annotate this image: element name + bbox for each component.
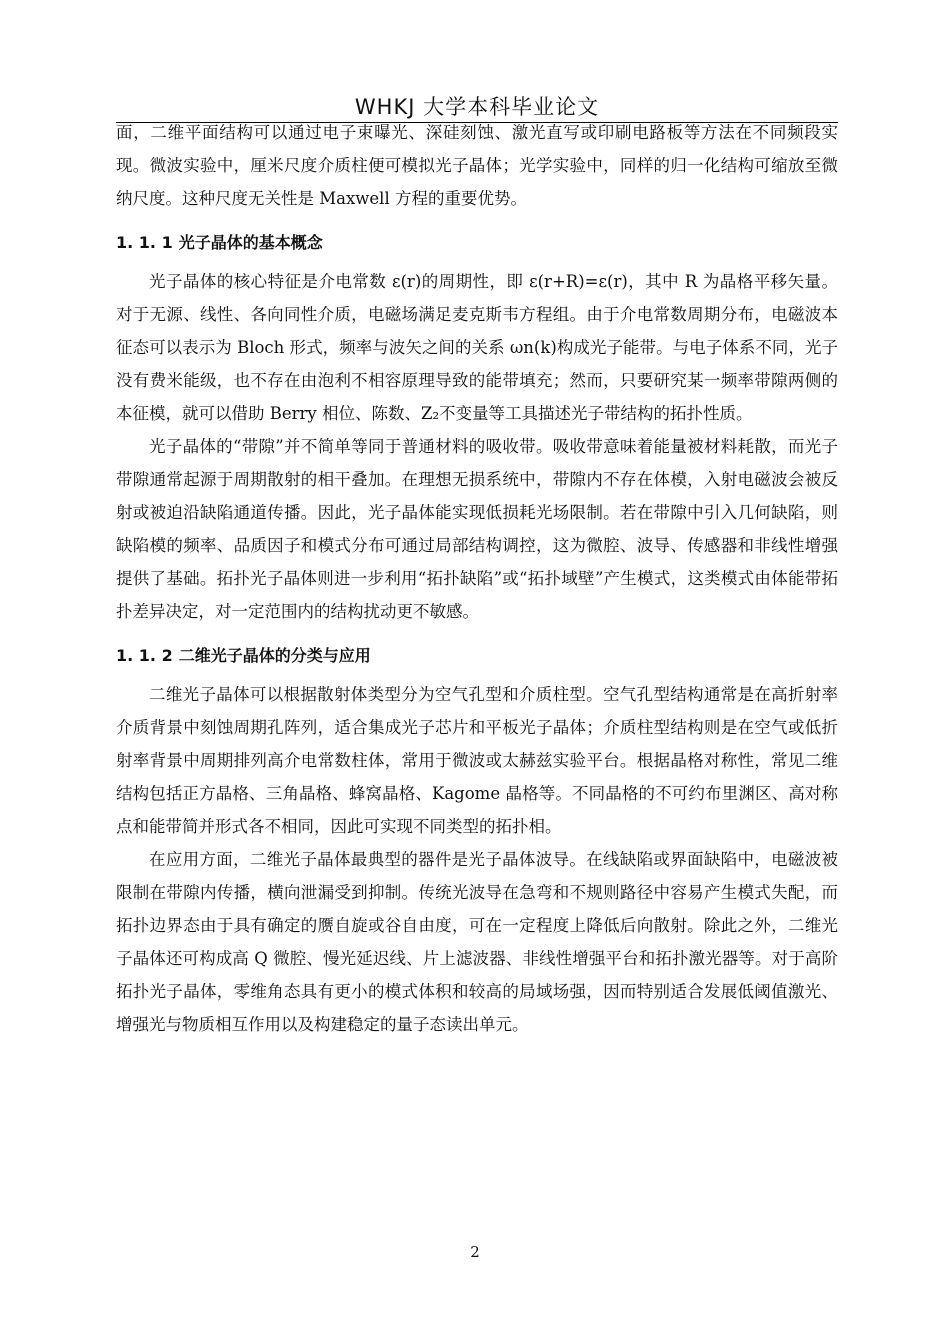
section-title: 二维光子晶体的分类与应用	[178, 646, 371, 665]
intro-paragraph: 面，二维平面结构可以通过电子束曝光、深硅刻蚀、激光直写或印刷电路板等方法在不同频段实现。微波实验中，厘米尺度介质柱便可模拟光子晶体；光学实验中，同样的归一化结构可缩放至微纳尺度。这种尺度无关性是 Maxwell 方程的重要优势。	[116, 123, 838, 208]
section-heading-1-1-1	[116, 229, 838, 257]
section-title: 光子晶体的基本概念	[178, 233, 323, 252]
paragraph: 光子晶体的“带隙”并不简单等同于普通材料的吸收带。吸收带意味着能量被材料耗散，而光子带隙通常起源于周期散射的相干叠加。在理想无损系统中，带隙内不存在体模，入射电磁波会被反射或被迫沿缺陷通道传播。因此，光子晶体能实现低损耗光场限制。若在带隙中引入几何缺陷，则缺陷模的频率、品质因子和模式分布可通过局部结构调控，这为微腔、波导、传感器和非线性增强提供了基础。拓扑光子晶体则进一步利用“拓扑缺陷”或“拓扑域壁”产生模式，这类模式由体能带拓扑差异决定，对一定范围内的结构扰动更不敏感。	[116, 437, 838, 621]
paragraph: 在应用方面，二维光子晶体最典型的器件是光子晶体波导。在线缺陷或界面缺陷中，电磁波被限制在带隙内传播，横向泄漏受到抑制。传统光波导在急弯和不规则路径中容易产生模式失配，而拓扑边界态由于具有确定的赝自旋或谷自由度，可在一定程度上降低后向散射。除此之外，二维光子晶体还可构成高 Q 微腔、慢光延迟线、片上滤波器、非线性增强平台和拓扑激光器等。对于高阶拓扑光子晶体，零维角态具有更小的模式体积和较高的局域场强，因而特别适合发展低阈值激光、增强光与物质相互作用以及构建稳定的量子态读出单元。	[116, 850, 838, 1034]
page-number: 2	[470, 1243, 480, 1261]
paragraph: 光子晶体的核心特征是介电常数 ε(r)的周期性，即 ε(r+R)=ε(r)，其中 R 为晶格平移矢量。对于无源、线性、各向同性介质，电磁场满足麦克斯韦方程组。由于介电常数周期分布，电磁波本征态可以表示为 Bloch 形式，频率与波矢之间的关系 ωn(k)构成光子能带。与电子体系不同，光子没有费米能级，也不存在由泡利不相容原理导致的能带填充；然而，只要研究某一频率带隙两侧的本征模，就可以借助 Berry 相位、陈数、Z₂不变量等工具描述光子带结构的拓扑性质。	[116, 272, 838, 423]
section-number: 1. 1. 2	[116, 646, 173, 665]
page-body	[116, 116, 838, 1041]
paragraph: 二维光子晶体可以根据散射体类型分为空气孔型和介质柱型。空气孔型结构通常是在高折射率介质背景中刻蚀周期孔阵列，适合集成光子芯片和平板光子晶体；介质柱型结构则是在空气或低折射率背景中周期排列高介电常数柱体，常用于微波或太赫兹实验平台。根据晶格对称性，常见二维结构包括正方晶格、三角晶格、蜂窝晶格、Kagome 晶格等。不同晶格的不可约布里渊区、高对称点和能带简并形式各不相同，因此可实现不同类型的拓扑相。	[116, 685, 838, 836]
section-number: 1. 1. 1	[116, 233, 173, 252]
running-header: WHKJ 大学本科毕业论文	[354, 95, 600, 119]
section-heading-1-1-2	[116, 642, 838, 670]
